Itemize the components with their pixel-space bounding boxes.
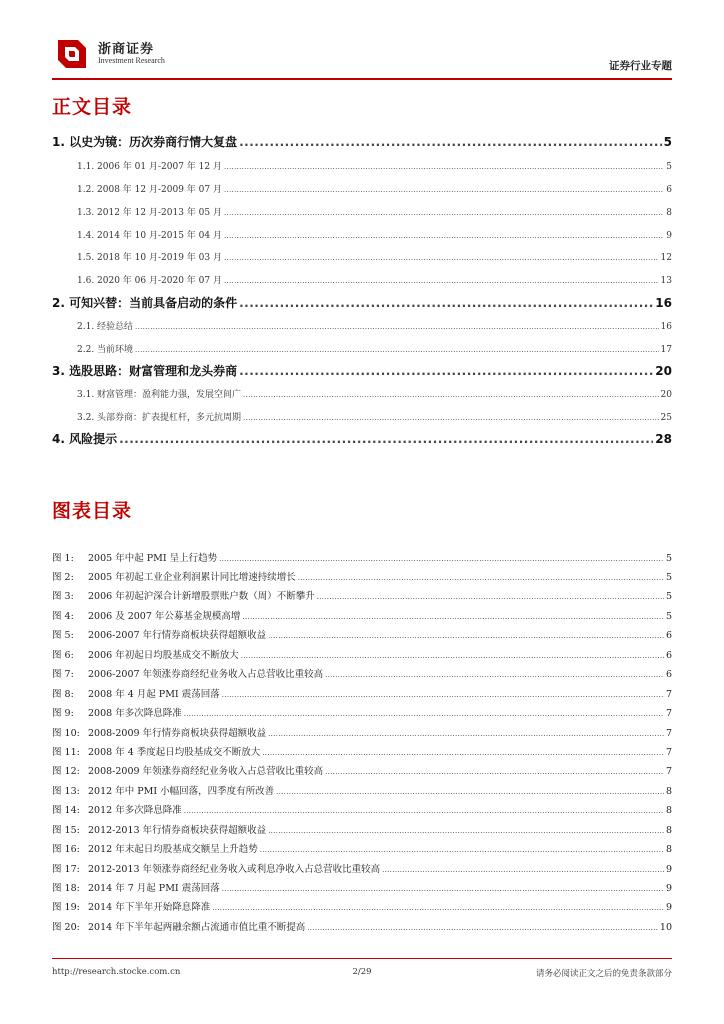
figure-page: 7 <box>665 747 672 758</box>
figure-entry[interactable] <box>52 822 672 836</box>
toc-entry-page: 8 <box>666 208 672 218</box>
figure-number: 图 11: <box>52 747 80 758</box>
toc-entry[interactable] <box>52 294 672 311</box>
figure-page: 8 <box>665 786 672 797</box>
figure-number: 图 15: <box>52 825 80 836</box>
toc-entry-page: 20 <box>660 390 672 400</box>
figure-label: 2005 年中起 PMI 呈上行趋势 <box>88 553 218 564</box>
figure-number: 图 1: <box>52 553 74 564</box>
toc-entry-label: 2. 可知兴替：当前具备启动的条件 <box>52 296 238 310</box>
figure-page: 8 <box>665 844 672 855</box>
footer-url[interactable]: http://research.stocke.com.cn <box>52 967 181 977</box>
toc-entry-label: 1. 以史为镜：历次券商行情大复盘 <box>52 135 238 149</box>
figure-entry[interactable] <box>52 569 672 583</box>
brand-name-en: Investment Research <box>98 56 165 65</box>
dot-leader <box>317 593 664 601</box>
figure-label: 2012 年中 PMI 小幅回落，四季度有所改善 <box>88 786 275 797</box>
toc-entry-label: 1.2. 2008 年 12 月-2009 年 07 月 <box>77 185 222 195</box>
figure-entry[interactable] <box>52 763 672 777</box>
toc-entry-page: 5 <box>663 135 672 149</box>
figure-label: 2005 年初起工业企业利润累计同比增速持续增长 <box>88 572 296 583</box>
toc-entry-label: 1.3. 2012 年 12 月-2013 年 05 月 <box>77 208 222 218</box>
figure-entry[interactable] <box>52 861 672 875</box>
figure-number: 图 19: <box>52 902 80 913</box>
toc-entry[interactable] <box>52 159 672 172</box>
figure-entry[interactable] <box>52 608 672 622</box>
figure-entry[interactable] <box>52 705 672 719</box>
toc-entry-page: 25 <box>660 413 672 423</box>
toc-entry-label: 4. 风险提示 <box>52 432 118 446</box>
figure-page: 8 <box>665 805 672 816</box>
figure-page: 5 <box>665 591 672 602</box>
figure-entry[interactable] <box>52 550 672 564</box>
figure-page: 6 <box>665 650 672 661</box>
toc-entry[interactable] <box>52 205 672 218</box>
dot-leader <box>184 807 664 815</box>
figure-label: 2008 年 4 季度起日均股基成交不断放大 <box>88 747 261 758</box>
figure-label: 2008 年多次降息降准 <box>88 708 182 719</box>
figure-entry[interactable] <box>52 919 672 933</box>
figure-label: 2012 年末起日均股基成交额呈上升趋势 <box>88 844 258 855</box>
figure-number: 图 16: <box>52 844 80 855</box>
figure-entry[interactable] <box>52 588 672 602</box>
dot-leader <box>243 391 659 399</box>
toc-entry-label: 1.1. 2006 年 01 月-2007 年 12 月 <box>77 162 222 172</box>
figure-number: 图 8: <box>52 689 74 700</box>
dot-leader <box>268 827 664 835</box>
toc-entry-label: 3. 选股思路：财富管理和龙头券商 <box>52 364 238 378</box>
toc-entry-page: 9 <box>666 231 672 241</box>
figure-entry[interactable] <box>52 841 672 855</box>
figure-label: 2014 年 7 月起 PMI 震荡回落 <box>88 883 220 894</box>
dot-leader <box>222 691 664 699</box>
toc-entry[interactable] <box>52 182 672 195</box>
figure-page: 7 <box>665 766 672 777</box>
toc-entry-page: 17 <box>660 345 672 355</box>
toc-entry[interactable] <box>52 273 672 286</box>
dot-leader <box>268 730 664 738</box>
toc-entry-page: 12 <box>660 253 672 263</box>
dot-leader <box>219 555 664 563</box>
toc-entry[interactable] <box>52 430 672 447</box>
figure-page: 5 <box>665 553 672 564</box>
figure-page: 7 <box>665 708 672 719</box>
toc-entry-page: 16 <box>655 296 672 310</box>
figure-entry[interactable] <box>52 686 672 700</box>
dot-leader <box>243 414 659 422</box>
figure-label: 2012-2013 年行情券商板块获得超额收益 <box>88 825 267 836</box>
toc-entry-label: 1.4. 2014 年 10 月-2015 年 04 月 <box>77 231 222 241</box>
figure-label: 2014 年下半年开始降息降准 <box>88 902 211 913</box>
toc-entry-page: 5 <box>666 162 672 172</box>
toc-entry-label: 1.5. 2018 年 10 月-2019 年 03 月 <box>77 253 222 263</box>
dot-leader <box>276 788 664 796</box>
dot-leader <box>241 652 664 660</box>
dot-leader <box>325 768 664 776</box>
brand-name-cn: 浙商证券 <box>98 42 155 57</box>
figure-label: 2006 年初起日均股基成交不断放大 <box>88 650 239 661</box>
toc-entry[interactable] <box>52 133 672 150</box>
dot-leader <box>212 904 664 912</box>
toc-entry-page: 16 <box>660 322 672 332</box>
figure-page: 6 <box>665 669 672 680</box>
dot-leader <box>382 866 664 874</box>
figure-label: 2006-2007 年领涨券商经纪业务收入占总营收比重较高 <box>88 669 324 680</box>
toc-entry-page: 20 <box>655 364 672 378</box>
figure-label: 2008-2009 年领涨券商经纪业务收入占总营收比重较高 <box>88 766 324 777</box>
dot-leader <box>222 885 664 893</box>
dot-leader <box>224 186 664 194</box>
figure-page: 7 <box>665 728 672 739</box>
figure-page: 6 <box>665 630 672 641</box>
figure-page: 9 <box>665 902 672 913</box>
dot-leader <box>307 924 658 932</box>
figure-page: 10 <box>659 922 672 933</box>
figure-number: 图 18: <box>52 883 80 894</box>
figure-number: 图 6: <box>52 650 74 661</box>
dot-leader <box>239 296 653 310</box>
toc-entry-page: 13 <box>660 276 672 286</box>
dot-leader <box>184 710 664 718</box>
figure-number: 图 7: <box>52 669 74 680</box>
figure-entry[interactable] <box>52 880 672 894</box>
figure-page: 9 <box>665 864 672 875</box>
figure-number: 图 12: <box>52 766 80 777</box>
page-header <box>52 34 672 82</box>
figure-label: 2006-2007 年行情券商板块获得超额收益 <box>88 630 267 641</box>
dot-leader <box>239 135 662 149</box>
figure-page: 9 <box>665 883 672 894</box>
dot-leader <box>224 232 664 240</box>
toc-entry-label: 2.2. 当前环境 <box>77 345 134 355</box>
figure-label: 2006 年初起沪深合计新增股票账户数（周）不断攀升 <box>88 591 315 602</box>
figure-number: 图 14: <box>52 805 80 816</box>
figure-label: 2006 及 2007 年公募基金规模高增 <box>88 611 241 622</box>
toc-entry[interactable] <box>52 319 672 332</box>
footer-disclaimer: 请务必阅读正文之后的免责条款部分 <box>535 969 672 979</box>
toc-entry-label: 1.6. 2020 年 06 月-2020 年 07 月 <box>77 276 222 286</box>
toc-title: 正文目录 <box>52 96 133 118</box>
dot-leader <box>224 254 659 262</box>
toc-entry-label: 3.1. 财富管理：盈利能力强，发展空间广 <box>77 390 242 400</box>
toc-entry[interactable] <box>52 342 672 355</box>
figure-label: 2008 年 4 月起 PMI 震荡回落 <box>88 689 220 700</box>
toc-entry-label: 2.1. 经验总结 <box>77 322 134 332</box>
page-number: 2/29 <box>352 967 372 977</box>
figure-entry[interactable] <box>52 783 672 797</box>
dot-leader <box>298 574 664 582</box>
figures-title: 图表目录 <box>52 500 133 522</box>
toc-entry-label: 3.2. 头部券商：扩表提杠杆，多元抗周期 <box>77 413 242 423</box>
figure-page: 7 <box>665 689 672 700</box>
dot-leader <box>119 432 653 446</box>
toc-entry-page: 6 <box>666 185 672 195</box>
figure-number: 图 5: <box>52 630 74 641</box>
report-type: 证券行业专题 <box>609 60 672 72</box>
figure-page: 8 <box>665 825 672 836</box>
toc-entry[interactable] <box>52 410 672 423</box>
figure-label: 2008-2009 年行情券商板块获得超额收益 <box>88 728 267 739</box>
figure-page: 5 <box>665 572 672 583</box>
dot-leader <box>224 163 664 171</box>
company-logo-icon <box>52 34 92 74</box>
dot-leader <box>135 323 659 331</box>
figure-entry[interactable] <box>52 666 672 680</box>
header-divider <box>52 78 672 80</box>
figure-entry[interactable] <box>52 744 672 758</box>
figure-number: 图 17: <box>52 864 80 875</box>
page-footer <box>52 958 672 989</box>
dot-leader <box>262 749 664 757</box>
dot-leader <box>242 613 664 621</box>
dot-leader <box>239 364 653 378</box>
dot-leader <box>268 632 664 640</box>
toc-entry[interactable] <box>52 362 672 379</box>
dot-leader <box>135 346 659 354</box>
toc-entry[interactable] <box>52 387 672 400</box>
toc-entry[interactable] <box>52 250 672 263</box>
figure-number: 图 2: <box>52 572 74 583</box>
figure-label: 2014 年下半年起两融余额占流通市值比重不断提高 <box>88 922 306 933</box>
figure-label: 2012-2013 年领涨券商经纪业务收入或利息净收入占总营收比重较高 <box>88 864 381 875</box>
figure-page: 5 <box>665 611 672 622</box>
figure-number: 图 3: <box>52 591 74 602</box>
dot-leader <box>325 671 664 679</box>
dot-leader <box>224 277 659 285</box>
figure-entry[interactable] <box>52 725 672 739</box>
figure-number: 图 10: <box>52 728 80 739</box>
figure-label: 2012 年多次降息降准 <box>88 805 182 816</box>
figure-number: 图 9: <box>52 708 74 719</box>
figure-number: 图 4: <box>52 611 74 622</box>
toc-entry-page: 28 <box>655 432 672 446</box>
figure-entry[interactable] <box>52 627 672 641</box>
figure-number: 图 13: <box>52 786 80 797</box>
figure-entry[interactable] <box>52 899 672 913</box>
dot-leader <box>260 846 664 854</box>
toc-entry[interactable] <box>52 228 672 241</box>
figure-number: 图 20: <box>52 922 80 933</box>
figure-entry[interactable] <box>52 647 672 661</box>
figure-entry[interactable] <box>52 802 672 816</box>
dot-leader <box>224 209 664 217</box>
